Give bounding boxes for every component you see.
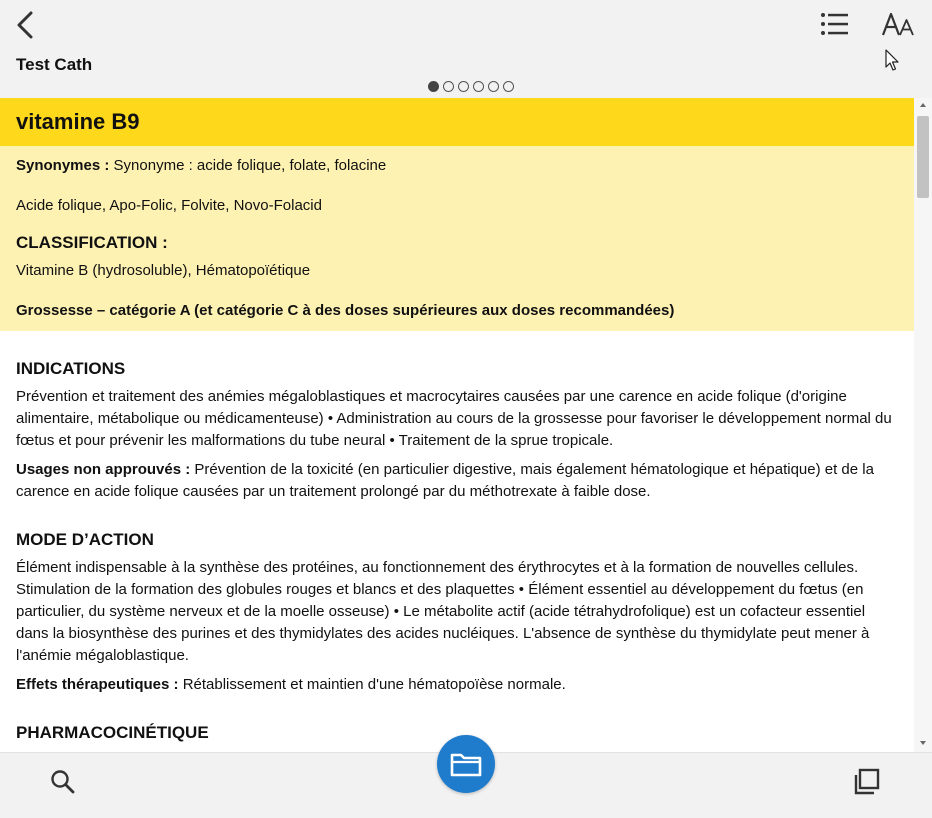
page-dot[interactable] [428,81,439,92]
page-dot[interactable] [503,81,514,92]
pregnancy-category: Grossesse – catégorie A (et catégorie C à des doses supérieures aux doses recommandées) [16,302,675,319]
unapproved-text: Prévention de la toxicité (en particulier digestive, mais également hématologique et hépatique) et de la carence en acide folique causées par un traitement prolongé par du méthotrexate à faible dose. [16,461,874,500]
page-dot[interactable] [473,81,484,92]
font-size-button[interactable] [880,10,920,40]
unapproved-label: Usages non approuvés : [16,461,191,478]
page-dot[interactable] [458,81,469,92]
drug-title: vitamine B9 [16,109,140,134]
table-of-contents-button[interactable] [818,10,852,40]
section-heading: PHARMACOCINÉTIQUE [16,723,209,742]
mouse-cursor-icon [884,48,900,72]
list-icon [818,10,852,40]
scrollbar-thumb[interactable] [917,116,929,198]
scroll-up-arrow-icon[interactable] [917,100,929,110]
classification-heading: CLASSIFICATION : [16,233,168,252]
copy-button[interactable] [852,767,882,797]
section-text: Prévention et traitement des anémies mégaloblastiques et macrocytaires causées par une carence en acide folique (d'origine alimentaire, métabolique ou médicamenteuse) • Administration au cours de la grossesse pour favoriser le développement normal du fœtus et pour prévenir les malformations du tube neural • Traitement de la sprue tropicale. [16,388,892,449]
title-band [0,98,914,146]
section-indications [0,358,914,503]
effects-label: Effets thérapeutiques : [16,676,179,693]
back-button[interactable] [10,8,44,42]
summary-block [0,146,914,331]
section-text: Élément indispensable à la synthèse des protéines, au fonctionnement des érythrocytes et à la formation de nouvelles cellules. Stimulation de la formation des globules rouges et blancs et des plaquettes • Élément essentiel au développement du fœtus (en particulier, du système nerveux et de la moelle osseuse) • Le métabolite actif (acide tétrahydrofolique) est un cofacteur essentiel dans la biosynthèse des purines et des thymidylates des acides nucléiques. L'absence de synthèse du thymidylate peut mener à l'anémie mégaloblastique. [16,559,870,664]
chevron-left-icon [10,8,44,42]
copy-icon [852,767,882,797]
vertical-scrollbar[interactable] [914,98,932,752]
synonyms-value: Synonyme : acide folique, folate, folacine [109,157,387,174]
page-indicator [428,81,514,92]
classification-value: Vitamine B (hydrosoluble), Hématopoïétique [16,262,311,279]
top-bar [0,0,932,98]
search-button[interactable] [48,767,78,797]
effects-text: Rétablissement et maintien d'une hématopoïèse normale. [178,676,566,693]
page-dot[interactable] [488,81,499,92]
folder-icon [449,749,483,779]
folder-button[interactable] [437,735,495,793]
section-mode-action [0,529,914,696]
page-title: Test Cath [16,55,93,74]
synonyms-line [16,156,898,176]
page-dot[interactable] [443,81,454,92]
monograph-content [0,98,914,752]
scroll-down-arrow-icon[interactable] [917,738,929,748]
font-size-icon [880,10,920,40]
search-icon [48,767,78,797]
synonyms-label: Synonymes : [16,157,110,174]
brand-names: Acide folique, Apo-Folic, Folvite, Novo-Folacid [16,197,322,214]
section-heading: INDICATIONS [16,359,126,378]
unapproved-uses [16,459,898,503]
therapeutic-effects [16,674,898,696]
section-heading: MODE D’ACTION [16,530,154,549]
